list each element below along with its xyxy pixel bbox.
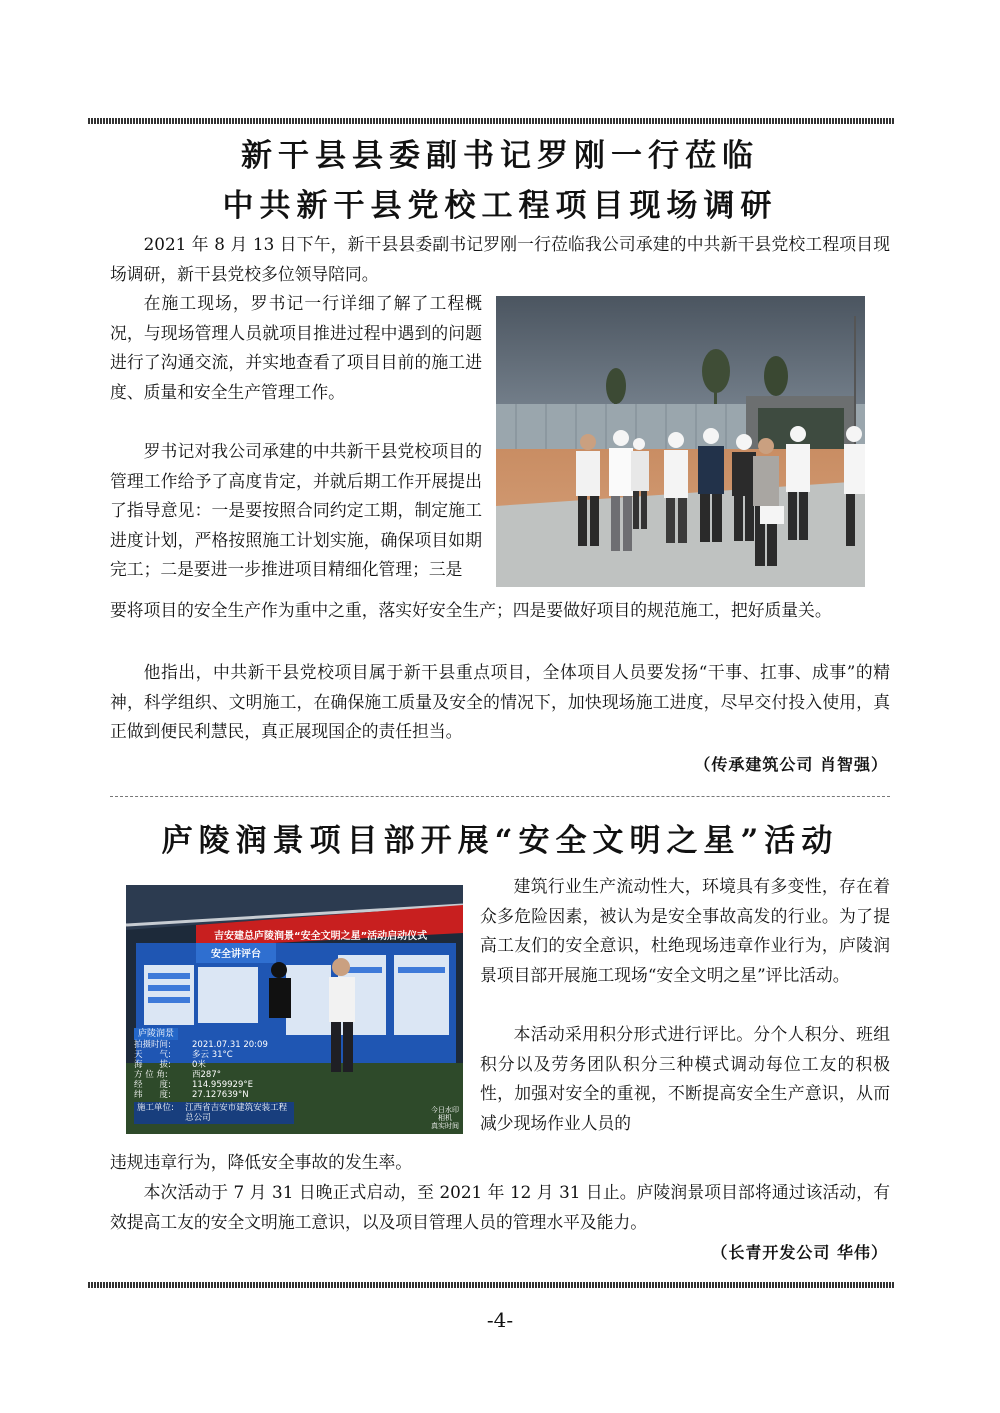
- bottom-rule: [88, 1282, 894, 1288]
- article-divider: [110, 796, 890, 797]
- watermark-value: 27.127639°N: [192, 1090, 249, 1100]
- safety-event-photo: [126, 885, 463, 1134]
- article1-paragraph-3a: 罗书记对我公司承建的中共新干县党校项目的管理工作给予了高度肯定，并就后期工作开展提出了指导意见：一是要按照合同约定工期，制定施工进度计划，严格按照施工计划实施，确保项目如期完工；二是要进一步推进项目精细化管理；三是: [110, 441, 482, 579]
- article2-byline: （长青开发公司 华伟）: [711, 1243, 888, 1262]
- article2-paragraph-3: 本次活动于 7 月 31 日晚正式启动，至 2021 年 12 月 31 日止。庐陵润景项目部将通过该活动，有效提高工友的安全文明施工意识，以及项目管理人员的管理水平及能力。: [110, 1182, 890, 1232]
- camera-badge-line1: 今日水印: [431, 1106, 459, 1114]
- watermark-value: 2021.07.31 20:09: [192, 1040, 268, 1050]
- watermark-value: 114.959929°E: [192, 1080, 253, 1090]
- article1-title-line2: 中共新干县党校工程项目现场调研: [222, 188, 778, 224]
- article1-paragraph-4: 他指出，中共新干县党校项目属于新干县重点项目，全体项目人员要发扬“干事、扛事、成事”的精神，科学组织、文明施工，在确保施工质量及安全的情况下，加快现场施工进度，尽早交付投入使用，真正做到便民利慧民，真正展现国企的责任担当。: [110, 662, 890, 741]
- watermark-key: 拍摄时间:: [134, 1040, 171, 1050]
- watermark-value: 西287°: [192, 1070, 221, 1080]
- watermark-unit-key: 施工单位:: [137, 1103, 174, 1113]
- camera-badge-line2: 相机: [438, 1114, 452, 1122]
- article1-paragraph-1: 2021 年 8 月 13 日下午，新干县县委副书记罗刚一行莅临我公司承建的中共新干县党校工程项目现场调研，新干县党校多位领导陪同。: [110, 234, 890, 284]
- article1-paragraph-3b: 要将项目的安全生产作为重中之重，落实好安全生产；四是要做好项目的规范施工，把好质量关。: [110, 600, 832, 620]
- watermark-key: 天 气:: [134, 1050, 171, 1060]
- watermark-title: 庐陵润景: [134, 1028, 178, 1040]
- article2-title: 庐陵润景项目部开展“安全文明之星”活动: [161, 823, 839, 859]
- article1-paragraph-2: 在施工现场，罗书记一行详细了解了工程概况，与现场管理人员就项目推进过程中遇到的问题进行了沟通交流，并实地查看了项目目前的施工进度、质量和安全生产管理工作。: [110, 293, 482, 402]
- event-banner-text: 吉安建总庐陵润景“安全文明之星”活动启动仪式: [214, 931, 428, 942]
- watermark-key: 经 度:: [134, 1080, 171, 1090]
- photo-watermark: [134, 1028, 294, 1124]
- article2-paragraph-1: 建筑行业生产流动性大，环境具有多变性，存在着众多危险因素，被认为是安全事故高发的行业。为了提高工友们的安全意识，杜绝现场违章作业行为，庐陵润景项目部开展施工现场“安全文明之星”评比活动。: [480, 876, 890, 985]
- page-number: -4-: [486, 1308, 514, 1332]
- watermark-unit-value: 江西省吉安市建筑安装工程总公司: [185, 1103, 288, 1123]
- watermark-value: 多云 31°C: [192, 1050, 233, 1060]
- watermark-key: 海 拔:: [134, 1060, 171, 1070]
- article2-paragraph-2b: 违规违章行为，降低安全事故的发生率。: [110, 1152, 413, 1172]
- camera-badge: [431, 1106, 459, 1130]
- article2-paragraph-2a: 本活动采用积分形式进行评比。分个人积分、班组积分以及劳务团队积分三种模式调动每位工友的积极性，加强对安全的重视，不断提高安全生产意识，从而减少现场作业人员的: [480, 1024, 890, 1133]
- camera-badge-line3: 真实时间: [431, 1122, 459, 1130]
- article1-title-line1: 新干县县委副书记罗刚一行莅临: [241, 138, 759, 174]
- watermark-key: 纬 度:: [134, 1090, 171, 1100]
- top-rule: [88, 118, 894, 124]
- watermark-key: 方 位 角:: [134, 1070, 168, 1080]
- site-inspection-photo: [496, 296, 865, 587]
- article1-byline: （传承建筑公司 肖智强）: [694, 755, 888, 774]
- board-title-text: 安全讲评台: [211, 949, 261, 960]
- watermark-value: 0米: [192, 1060, 206, 1070]
